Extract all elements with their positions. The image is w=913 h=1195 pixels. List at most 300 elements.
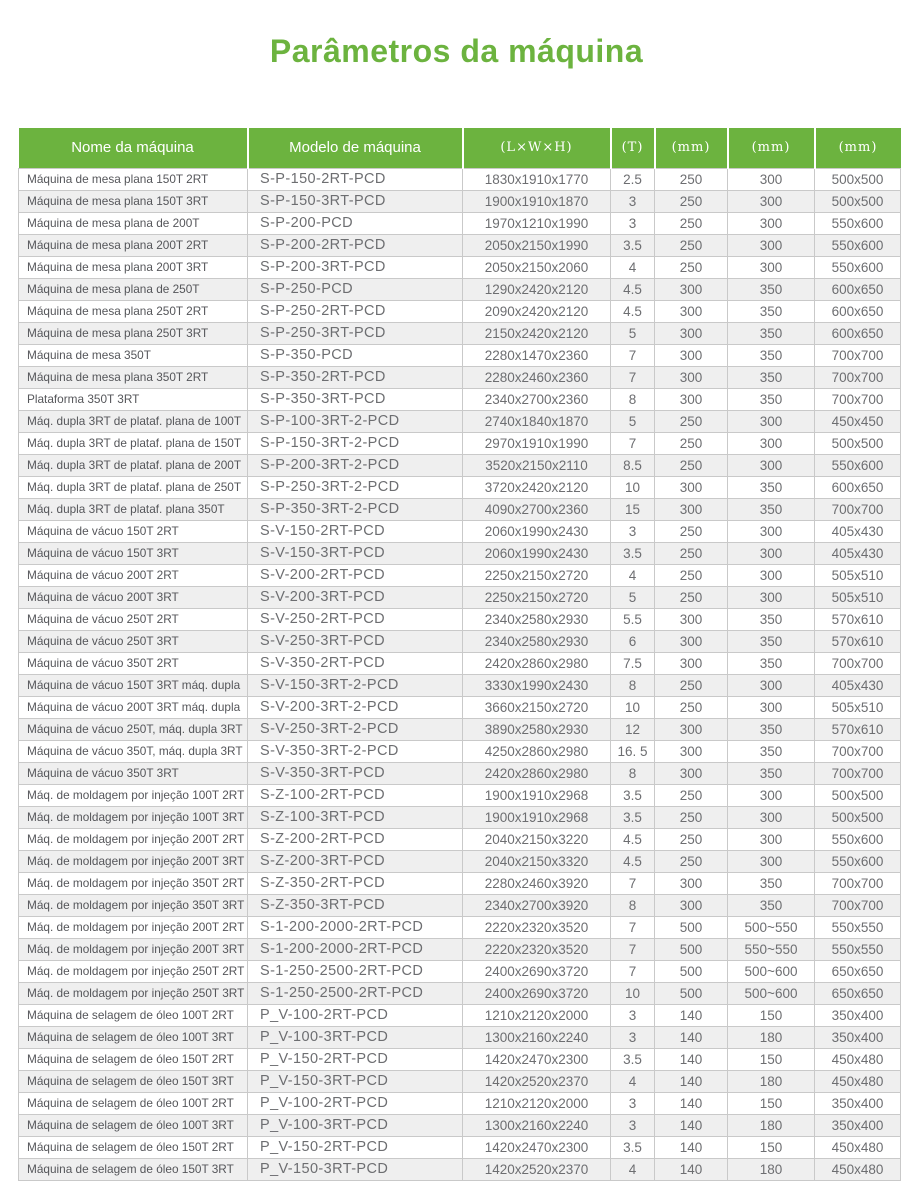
cell-mm-b: 150 bbox=[728, 1092, 815, 1114]
cell-mm-b: 300 bbox=[728, 784, 815, 806]
cell-tonnage-t: 5 bbox=[611, 322, 655, 344]
cell-tonnage-t: 4.5 bbox=[611, 828, 655, 850]
cell-tonnage-t: 3.5 bbox=[611, 542, 655, 564]
cell-machine-model: S-P-350-PCD bbox=[248, 344, 463, 366]
cell-tonnage-t: 4 bbox=[611, 564, 655, 586]
cell-mm-c: 550x600 bbox=[815, 234, 901, 256]
cell-dimensions-lwh: 2040x2150x3220 bbox=[463, 828, 611, 850]
cell-mm-b: 300 bbox=[728, 564, 815, 586]
cell-mm-a: 250 bbox=[655, 520, 728, 542]
cell-mm-a: 140 bbox=[655, 1004, 728, 1026]
cell-machine-name: Máquina de selagem de óleo 100T 2RT bbox=[19, 1004, 248, 1026]
table-row bbox=[19, 322, 901, 344]
cell-tonnage-t: 3.5 bbox=[611, 806, 655, 828]
cell-mm-a: 300 bbox=[655, 344, 728, 366]
table-row bbox=[19, 1070, 901, 1092]
table-row bbox=[19, 256, 901, 278]
cell-mm-c: 700x700 bbox=[815, 366, 901, 388]
cell-mm-a: 500 bbox=[655, 960, 728, 982]
cell-tonnage-t: 3.5 bbox=[611, 1048, 655, 1070]
cell-tonnage-t: 5 bbox=[611, 586, 655, 608]
cell-machine-model: S-P-100-3RT-2-PCD bbox=[248, 410, 463, 432]
table-row bbox=[19, 916, 901, 938]
cell-mm-c: 570x610 bbox=[815, 630, 901, 652]
table-row bbox=[19, 652, 901, 674]
table-row bbox=[19, 278, 901, 300]
cell-mm-a: 250 bbox=[655, 256, 728, 278]
cell-mm-a: 500 bbox=[655, 982, 728, 1004]
cell-mm-c: 450x450 bbox=[815, 410, 901, 432]
cell-mm-c: 570x610 bbox=[815, 608, 901, 630]
table-row bbox=[19, 498, 901, 520]
cell-machine-name: Máquina de mesa plana 150T 3RT bbox=[19, 190, 248, 212]
cell-mm-a: 300 bbox=[655, 366, 728, 388]
cell-mm-c: 500x500 bbox=[815, 432, 901, 454]
table-row bbox=[19, 784, 901, 806]
cell-machine-name: Máquina de selagem de óleo 150T 3RT bbox=[19, 1158, 248, 1180]
cell-mm-b: 350 bbox=[728, 718, 815, 740]
cell-mm-b: 350 bbox=[728, 366, 815, 388]
cell-mm-c: 600x650 bbox=[815, 300, 901, 322]
cell-machine-name: Máquina de selagem de óleo 150T 2RT bbox=[19, 1136, 248, 1158]
cell-machine-model: S-P-250-PCD bbox=[248, 278, 463, 300]
cell-mm-c: 600x650 bbox=[815, 476, 901, 498]
cell-mm-b: 150 bbox=[728, 1136, 815, 1158]
cell-tonnage-t: 4.5 bbox=[611, 850, 655, 872]
cell-dimensions-lwh: 2040x2150x3320 bbox=[463, 850, 611, 872]
cell-machine-model: S-V-150-3RT-PCD bbox=[248, 542, 463, 564]
cell-machine-name: Máquina de selagem de óleo 150T 2RT bbox=[19, 1048, 248, 1070]
cell-tonnage-t: 3 bbox=[611, 520, 655, 542]
cell-machine-name: Máquina de mesa plana 150T 2RT bbox=[19, 168, 248, 190]
cell-mm-b: 350 bbox=[728, 608, 815, 630]
table-row bbox=[19, 1158, 901, 1180]
table-row bbox=[19, 454, 901, 476]
cell-mm-b: 350 bbox=[728, 762, 815, 784]
cell-mm-c: 550x600 bbox=[815, 850, 901, 872]
cell-machine-name: Máquina de selagem de óleo 100T 3RT bbox=[19, 1026, 248, 1048]
cell-mm-c: 450x480 bbox=[815, 1136, 901, 1158]
cell-tonnage-t: 7 bbox=[611, 366, 655, 388]
cell-mm-c: 650x650 bbox=[815, 982, 901, 1004]
cell-dimensions-lwh: 3720x2420x2120 bbox=[463, 476, 611, 498]
column-header-machine-name: Nome da máquina bbox=[19, 128, 248, 168]
table-row bbox=[19, 1114, 901, 1136]
table-row bbox=[19, 1048, 901, 1070]
cell-mm-b: 350 bbox=[728, 344, 815, 366]
cell-machine-model: S-V-150-2RT-PCD bbox=[248, 520, 463, 542]
cell-machine-model: S-P-350-2RT-PCD bbox=[248, 366, 463, 388]
cell-machine-name: Máquina de mesa plana 350T 2RT bbox=[19, 366, 248, 388]
cell-dimensions-lwh: 2340x2700x2360 bbox=[463, 388, 611, 410]
cell-machine-name: Máquina de vácuo 350T 2RT bbox=[19, 652, 248, 674]
cell-mm-a: 250 bbox=[655, 784, 728, 806]
cell-mm-b: 300 bbox=[728, 586, 815, 608]
cell-tonnage-t: 8 bbox=[611, 674, 655, 696]
cell-machine-model: S-P-350-3RT-PCD bbox=[248, 388, 463, 410]
cell-mm-b: 300 bbox=[728, 674, 815, 696]
table-row bbox=[19, 938, 901, 960]
machine-parameters-table bbox=[18, 128, 901, 1181]
cell-machine-model: S-P-150-2RT-PCD bbox=[248, 168, 463, 190]
cell-dimensions-lwh: 2250x2150x2720 bbox=[463, 564, 611, 586]
cell-mm-b: 300 bbox=[728, 168, 815, 190]
cell-dimensions-lwh: 2400x2690x3720 bbox=[463, 982, 611, 1004]
cell-mm-b: 350 bbox=[728, 278, 815, 300]
cell-mm-b: 300 bbox=[728, 410, 815, 432]
cell-mm-a: 250 bbox=[655, 564, 728, 586]
cell-dimensions-lwh: 2050x2150x2060 bbox=[463, 256, 611, 278]
cell-tonnage-t: 7 bbox=[611, 432, 655, 454]
cell-mm-b: 300 bbox=[728, 190, 815, 212]
cell-mm-c: 450x480 bbox=[815, 1048, 901, 1070]
column-header-dimensions-lwh: (L×W×H) bbox=[463, 128, 611, 168]
cell-machine-name: Máquina de mesa plana 200T 3RT bbox=[19, 256, 248, 278]
cell-machine-model: S-P-150-3RT-2-PCD bbox=[248, 432, 463, 454]
cell-mm-c: 570x610 bbox=[815, 718, 901, 740]
cell-mm-b: 350 bbox=[728, 740, 815, 762]
table-row bbox=[19, 1004, 901, 1026]
cell-machine-model: S-V-350-3RT-PCD bbox=[248, 762, 463, 784]
table-row bbox=[19, 564, 901, 586]
cell-dimensions-lwh: 2220x2320x3520 bbox=[463, 916, 611, 938]
cell-mm-a: 250 bbox=[655, 234, 728, 256]
table-row bbox=[19, 850, 901, 872]
cell-mm-a: 250 bbox=[655, 542, 728, 564]
cell-mm-c: 450x480 bbox=[815, 1070, 901, 1092]
table-row bbox=[19, 696, 901, 718]
column-header-tonnage-t: (T) bbox=[611, 128, 655, 168]
cell-mm-c: 700x700 bbox=[815, 894, 901, 916]
cell-mm-b: 300 bbox=[728, 696, 815, 718]
cell-machine-model: S-P-200-PCD bbox=[248, 212, 463, 234]
cell-machine-model: S-1-250-2500-2RT-PCD bbox=[248, 982, 463, 1004]
cell-machine-model: S-Z-100-2RT-PCD bbox=[248, 784, 463, 806]
cell-tonnage-t: 2.5 bbox=[611, 168, 655, 190]
cell-machine-name: Máq. de moldagem por injeção 100T 3RT bbox=[19, 806, 248, 828]
cell-mm-a: 300 bbox=[655, 872, 728, 894]
table-row bbox=[19, 542, 901, 564]
cell-mm-b: 550~550 bbox=[728, 938, 815, 960]
cell-machine-model: S-V-350-2RT-PCD bbox=[248, 652, 463, 674]
cell-dimensions-lwh: 2050x2150x1990 bbox=[463, 234, 611, 256]
cell-mm-b: 300 bbox=[728, 256, 815, 278]
cell-tonnage-t: 4.5 bbox=[611, 300, 655, 322]
table-row bbox=[19, 212, 901, 234]
cell-machine-name: Máquina de vácuo 150T 2RT bbox=[19, 520, 248, 542]
cell-mm-a: 300 bbox=[655, 718, 728, 740]
cell-machine-name: Máq. de moldagem por injeção 100T 2RT bbox=[19, 784, 248, 806]
cell-machine-model: S-Z-200-3RT-PCD bbox=[248, 850, 463, 872]
cell-mm-c: 700x700 bbox=[815, 872, 901, 894]
cell-machine-model: S-P-150-3RT-PCD bbox=[248, 190, 463, 212]
cell-mm-c: 350x400 bbox=[815, 1004, 901, 1026]
cell-mm-a: 250 bbox=[655, 212, 728, 234]
cell-mm-a: 300 bbox=[655, 300, 728, 322]
cell-machine-name: Máquina de selagem de óleo 100T 2RT bbox=[19, 1092, 248, 1114]
cell-machine-model: S-1-200-2000-2RT-PCD bbox=[248, 916, 463, 938]
cell-mm-a: 300 bbox=[655, 652, 728, 674]
cell-mm-c: 550x600 bbox=[815, 828, 901, 850]
cell-machine-name: Máquina de selagem de óleo 100T 3RT bbox=[19, 1114, 248, 1136]
cell-mm-c: 405x430 bbox=[815, 674, 901, 696]
cell-mm-b: 300 bbox=[728, 542, 815, 564]
cell-machine-name: Máquina de mesa plana de 200T bbox=[19, 212, 248, 234]
cell-dimensions-lwh: 2400x2690x3720 bbox=[463, 960, 611, 982]
cell-tonnage-t: 3 bbox=[611, 1004, 655, 1026]
column-header-machine-model: Modelo de máquina bbox=[248, 128, 463, 168]
cell-machine-model: P_V-150-2RT-PCD bbox=[248, 1136, 463, 1158]
cell-machine-name: Plataforma 350T 3RT bbox=[19, 388, 248, 410]
cell-mm-c: 550x600 bbox=[815, 256, 901, 278]
cell-mm-c: 505x510 bbox=[815, 564, 901, 586]
cell-mm-b: 300 bbox=[728, 454, 815, 476]
cell-tonnage-t: 3.5 bbox=[611, 1136, 655, 1158]
cell-dimensions-lwh: 1900x1910x1870 bbox=[463, 190, 611, 212]
cell-mm-c: 450x480 bbox=[815, 1158, 901, 1180]
cell-mm-b: 180 bbox=[728, 1070, 815, 1092]
table-row bbox=[19, 300, 901, 322]
cell-machine-name: Máq. dupla 3RT de plataf. plana de 100T bbox=[19, 410, 248, 432]
cell-machine-model: S-P-250-2RT-PCD bbox=[248, 300, 463, 322]
cell-machine-name: Máquina de mesa plana 200T 2RT bbox=[19, 234, 248, 256]
cell-machine-model: S-V-250-2RT-PCD bbox=[248, 608, 463, 630]
cell-tonnage-t: 4.5 bbox=[611, 278, 655, 300]
cell-mm-c: 550x600 bbox=[815, 454, 901, 476]
cell-dimensions-lwh: 2090x2420x2120 bbox=[463, 300, 611, 322]
cell-mm-a: 500 bbox=[655, 916, 728, 938]
cell-machine-model: S-V-200-3RT-2-PCD bbox=[248, 696, 463, 718]
cell-mm-b: 150 bbox=[728, 1004, 815, 1026]
cell-mm-b: 300 bbox=[728, 212, 815, 234]
cell-machine-name: Máq. de moldagem por injeção 350T 3RT bbox=[19, 894, 248, 916]
cell-tonnage-t: 5.5 bbox=[611, 608, 655, 630]
cell-machine-name: Máquina de mesa plana 250T 2RT bbox=[19, 300, 248, 322]
cell-tonnage-t: 12 bbox=[611, 718, 655, 740]
cell-machine-name: Máq. de moldagem por injeção 200T 3RT bbox=[19, 850, 248, 872]
table-row bbox=[19, 740, 901, 762]
cell-machine-name: Máq. de moldagem por injeção 250T 2RT bbox=[19, 960, 248, 982]
cell-tonnage-t: 8 bbox=[611, 762, 655, 784]
cell-tonnage-t: 8 bbox=[611, 388, 655, 410]
cell-mm-b: 350 bbox=[728, 322, 815, 344]
cell-mm-a: 140 bbox=[655, 1048, 728, 1070]
cell-mm-a: 300 bbox=[655, 322, 728, 344]
cell-mm-b: 350 bbox=[728, 652, 815, 674]
cell-mm-a: 300 bbox=[655, 278, 728, 300]
cell-mm-c: 350x400 bbox=[815, 1026, 901, 1048]
table-row bbox=[19, 344, 901, 366]
cell-mm-a: 250 bbox=[655, 806, 728, 828]
cell-mm-a: 250 bbox=[655, 586, 728, 608]
cell-mm-a: 250 bbox=[655, 850, 728, 872]
cell-mm-a: 140 bbox=[655, 1114, 728, 1136]
table-row bbox=[19, 718, 901, 740]
cell-tonnage-t: 4 bbox=[611, 256, 655, 278]
cell-dimensions-lwh: 1420x2470x2300 bbox=[463, 1048, 611, 1070]
cell-tonnage-t: 8 bbox=[611, 894, 655, 916]
cell-machine-model: S-P-200-3RT-2-PCD bbox=[248, 454, 463, 476]
cell-dimensions-lwh: 3660x2150x2720 bbox=[463, 696, 611, 718]
cell-mm-b: 350 bbox=[728, 498, 815, 520]
cell-dimensions-lwh: 2150x2420x2120 bbox=[463, 322, 611, 344]
cell-dimensions-lwh: 1900x1910x2968 bbox=[463, 784, 611, 806]
cell-mm-b: 350 bbox=[728, 476, 815, 498]
cell-dimensions-lwh: 2250x2150x2720 bbox=[463, 586, 611, 608]
cell-dimensions-lwh: 1300x2160x2240 bbox=[463, 1114, 611, 1136]
cell-machine-model: S-P-250-3RT-2-PCD bbox=[248, 476, 463, 498]
cell-machine-name: Máquina de vácuo 200T 2RT bbox=[19, 564, 248, 586]
cell-dimensions-lwh: 3520x2150x2110 bbox=[463, 454, 611, 476]
cell-machine-model: P_V-100-3RT-PCD bbox=[248, 1114, 463, 1136]
cell-mm-a: 250 bbox=[655, 828, 728, 850]
cell-machine-name: Máquina de selagem de óleo 150T 3RT bbox=[19, 1070, 248, 1092]
cell-machine-name: Máq. de moldagem por injeção 200T 2RT bbox=[19, 828, 248, 850]
cell-tonnage-t: 3 bbox=[611, 212, 655, 234]
cell-mm-c: 500x500 bbox=[815, 784, 901, 806]
table-row bbox=[19, 806, 901, 828]
cell-mm-c: 505x510 bbox=[815, 696, 901, 718]
table-row bbox=[19, 586, 901, 608]
cell-mm-a: 250 bbox=[655, 454, 728, 476]
cell-mm-b: 300 bbox=[728, 432, 815, 454]
cell-machine-model: S-1-200-2000-2RT-PCD bbox=[248, 938, 463, 960]
cell-mm-a: 140 bbox=[655, 1070, 728, 1092]
cell-mm-b: 180 bbox=[728, 1158, 815, 1180]
cell-mm-b: 300 bbox=[728, 234, 815, 256]
cell-dimensions-lwh: 2340x2700x3920 bbox=[463, 894, 611, 916]
cell-mm-b: 180 bbox=[728, 1026, 815, 1048]
cell-machine-model: S-V-200-2RT-PCD bbox=[248, 564, 463, 586]
cell-mm-c: 500x500 bbox=[815, 168, 901, 190]
table-row bbox=[19, 894, 901, 916]
cell-dimensions-lwh: 1420x2470x2300 bbox=[463, 1136, 611, 1158]
cell-mm-c: 600x650 bbox=[815, 322, 901, 344]
cell-mm-c: 350x400 bbox=[815, 1092, 901, 1114]
cell-machine-name: Máquina de vácuo 250T 3RT bbox=[19, 630, 248, 652]
cell-machine-model: S-V-150-3RT-2-PCD bbox=[248, 674, 463, 696]
cell-machine-model: P_V-150-3RT-PCD bbox=[248, 1070, 463, 1092]
cell-tonnage-t: 7 bbox=[611, 872, 655, 894]
page-title: Parâmetros da máquina bbox=[269, 33, 644, 69]
table-row bbox=[19, 432, 901, 454]
cell-tonnage-t: 3 bbox=[611, 1092, 655, 1114]
cell-mm-c: 500x500 bbox=[815, 190, 901, 212]
cell-tonnage-t: 7 bbox=[611, 344, 655, 366]
cell-mm-c: 405x430 bbox=[815, 542, 901, 564]
column-header-mm-a: (mm) bbox=[655, 128, 728, 168]
table-row bbox=[19, 388, 901, 410]
table-row bbox=[19, 762, 901, 784]
cell-mm-c: 700x700 bbox=[815, 652, 901, 674]
cell-tonnage-t: 4 bbox=[611, 1070, 655, 1092]
cell-mm-a: 300 bbox=[655, 608, 728, 630]
cell-dimensions-lwh: 1970x1210x1990 bbox=[463, 212, 611, 234]
cell-mm-a: 300 bbox=[655, 630, 728, 652]
cell-mm-c: 700x700 bbox=[815, 388, 901, 410]
cell-machine-model: S-P-250-3RT-PCD bbox=[248, 322, 463, 344]
cell-mm-c: 350x400 bbox=[815, 1114, 901, 1136]
table-row bbox=[19, 630, 901, 652]
table-row bbox=[19, 520, 901, 542]
cell-mm-c: 500x500 bbox=[815, 806, 901, 828]
cell-dimensions-lwh: 3330x1990x2430 bbox=[463, 674, 611, 696]
cell-mm-a: 300 bbox=[655, 740, 728, 762]
table-row bbox=[19, 608, 901, 630]
cell-mm-b: 300 bbox=[728, 850, 815, 872]
table-row bbox=[19, 410, 901, 432]
cell-tonnage-t: 16. 5 bbox=[611, 740, 655, 762]
cell-mm-b: 500~550 bbox=[728, 916, 815, 938]
cell-mm-b: 300 bbox=[728, 806, 815, 828]
cell-mm-c: 505x510 bbox=[815, 586, 901, 608]
cell-mm-c: 550x600 bbox=[815, 212, 901, 234]
cell-dimensions-lwh: 2740x1840x1870 bbox=[463, 410, 611, 432]
cell-machine-name: Máquina de vácuo 200T 3RT bbox=[19, 586, 248, 608]
cell-tonnage-t: 3 bbox=[611, 1114, 655, 1136]
cell-dimensions-lwh: 1830x1910x1770 bbox=[463, 168, 611, 190]
cell-mm-b: 350 bbox=[728, 388, 815, 410]
cell-machine-name: Máq. de moldagem por injeção 200T 3RT bbox=[19, 938, 248, 960]
cell-tonnage-t: 3.5 bbox=[611, 784, 655, 806]
table-row bbox=[19, 872, 901, 894]
cell-machine-model: P_V-100-2RT-PCD bbox=[248, 1092, 463, 1114]
cell-machine-model: P_V-100-2RT-PCD bbox=[248, 1004, 463, 1026]
cell-tonnage-t: 7 bbox=[611, 916, 655, 938]
cell-mm-a: 300 bbox=[655, 762, 728, 784]
cell-machine-name: Máq. de moldagem por injeção 250T 3RT bbox=[19, 982, 248, 1004]
cell-dimensions-lwh: 1210x2120x2000 bbox=[463, 1092, 611, 1114]
cell-mm-a: 500 bbox=[655, 938, 728, 960]
table-row bbox=[19, 190, 901, 212]
cell-dimensions-lwh: 1900x1910x2968 bbox=[463, 806, 611, 828]
cell-mm-a: 250 bbox=[655, 674, 728, 696]
cell-machine-name: Máquina de vácuo 150T 3RT bbox=[19, 542, 248, 564]
cell-mm-b: 300 bbox=[728, 828, 815, 850]
cell-mm-a: 250 bbox=[655, 190, 728, 212]
cell-mm-b: 350 bbox=[728, 894, 815, 916]
cell-dimensions-lwh: 2420x2860x2980 bbox=[463, 652, 611, 674]
cell-mm-c: 550x550 bbox=[815, 938, 901, 960]
cell-dimensions-lwh: 1300x2160x2240 bbox=[463, 1026, 611, 1048]
cell-machine-model: S-V-200-3RT-PCD bbox=[248, 586, 463, 608]
column-header-mm-b: (mm) bbox=[728, 128, 815, 168]
cell-machine-model: P_V-150-3RT-PCD bbox=[248, 1158, 463, 1180]
cell-machine-name: Máquina de vácuo 250T 2RT bbox=[19, 608, 248, 630]
cell-dimensions-lwh: 2280x1470x2360 bbox=[463, 344, 611, 366]
cell-machine-name: Máquina de mesa plana 250T 3RT bbox=[19, 322, 248, 344]
cell-mm-c: 700x700 bbox=[815, 344, 901, 366]
cell-tonnage-t: 10 bbox=[611, 696, 655, 718]
cell-machine-name: Máq. dupla 3RT de plataf. plana de 200T bbox=[19, 454, 248, 476]
cell-mm-c: 650x650 bbox=[815, 960, 901, 982]
cell-tonnage-t: 4 bbox=[611, 1158, 655, 1180]
cell-mm-b: 350 bbox=[728, 300, 815, 322]
cell-mm-a: 300 bbox=[655, 498, 728, 520]
cell-machine-name: Máquina de vácuo 350T 3RT bbox=[19, 762, 248, 784]
table-row bbox=[19, 982, 901, 1004]
table-row bbox=[19, 674, 901, 696]
cell-dimensions-lwh: 1420x2520x2370 bbox=[463, 1070, 611, 1092]
cell-mm-c: 700x700 bbox=[815, 498, 901, 520]
cell-dimensions-lwh: 2340x2580x2930 bbox=[463, 630, 611, 652]
cell-mm-a: 140 bbox=[655, 1158, 728, 1180]
cell-mm-c: 700x700 bbox=[815, 740, 901, 762]
cell-mm-b: 350 bbox=[728, 872, 815, 894]
table-row bbox=[19, 234, 901, 256]
cell-dimensions-lwh: 2220x2320x3520 bbox=[463, 938, 611, 960]
cell-dimensions-lwh: 4090x2700x2360 bbox=[463, 498, 611, 520]
